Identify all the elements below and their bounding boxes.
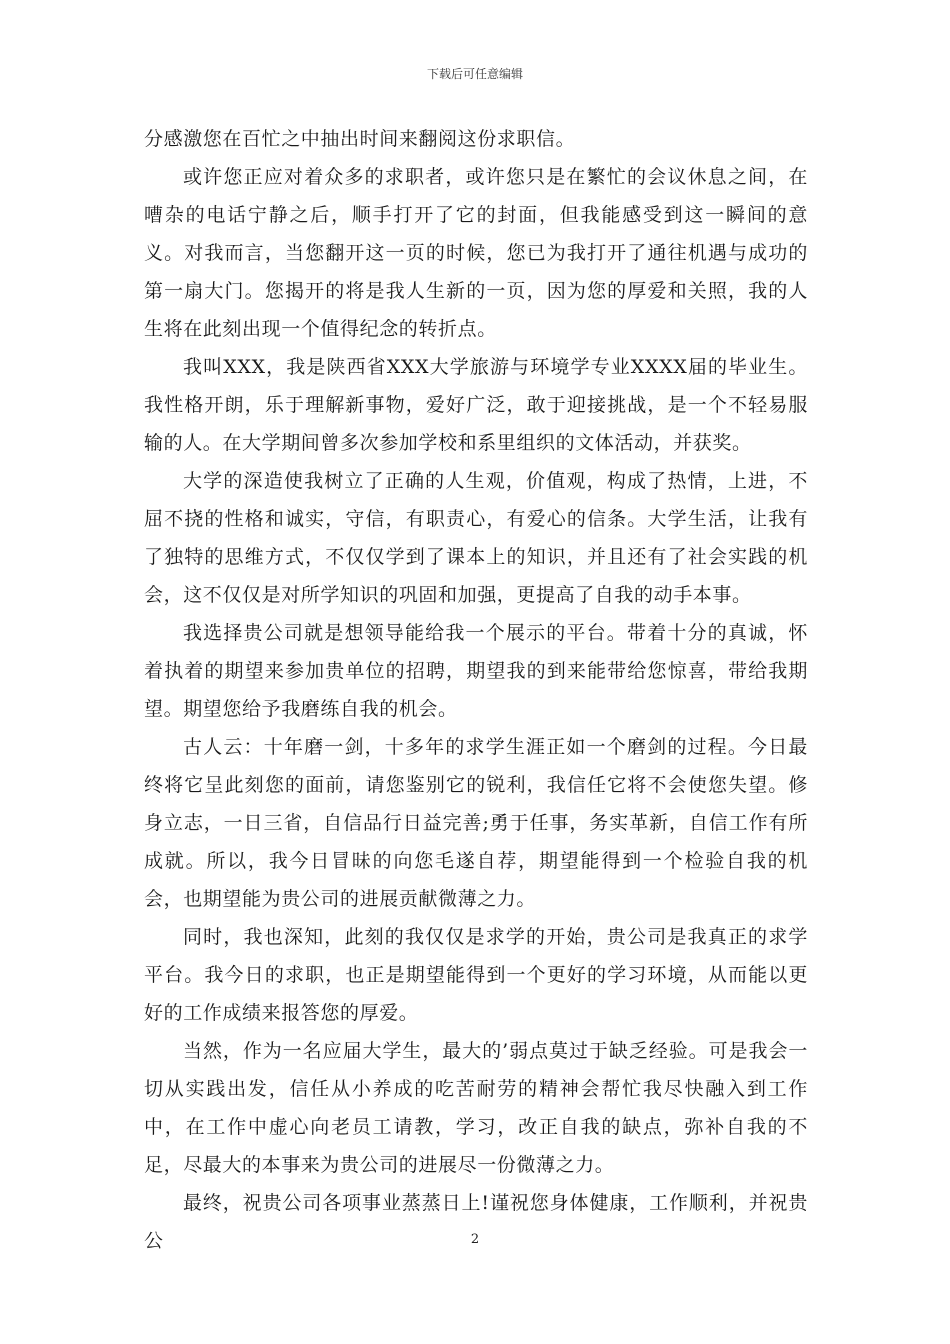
paragraph-closing: 最终，祝贵公司各项事业蒸蒸日上!谨祝您身体健康，工作顺利，并祝贵公 bbox=[144, 1192, 808, 1252]
paragraph-weakness: 当然，作为一名应届大学生，最大的’弱点莫过于缺乏经验。可是我会一切从实践出发，信任从小养成的吃苦耐劳的精神会帮忙我尽快融入到工作中，在工作中虚心向老员工请教，学习，改正自我的缺点，弥补自我的不足，尽最大的本事来为贵公司的进展尽一份微薄之力。 bbox=[144, 1040, 808, 1176]
paragraph-education: 大学的深造使我树立了正确的人生观，价值观，构成了热情，上进，不屈不挠的性格和诚实，守信，有职责心，有爱心的信条。大学生活，让我有了独特的思维方式，不仅仅学到了课本上的知识，并且还有了社会实践的机会，这不仅仅是对所学知识的巩固和加强，更提高了自我的动手本事。 bbox=[144, 470, 808, 606]
paragraph-motivation: 我选择贵公司就是想领导能给我一个展示的平台。带着十分的真诚，怀着执着的期望来参加贵单位的招聘，期望我的到来能带给您惊喜，带给我期望。期望您给予我磨练自我的机会。 bbox=[144, 622, 808, 720]
paragraph-continuation: 分感激您在百忙之中抽出时间来翻阅这份求职信。 bbox=[144, 128, 576, 150]
page-header: 下载后可任意编辑 bbox=[426, 67, 523, 81]
letter-body bbox=[144, 120, 808, 1260]
paragraph-self-recommendation: 古人云：十年磨一剑，十多年的求学生涯正如一个磨剑的过程。今日最终将它呈此刻您的面前，请您鉴别它的锐利，我信任它将不会使您失望。修身立志，一日三省，自信品行日益完善;勇于任事，务实革新，自信工作有所成就。所以，我今日冒昧的向您毛遂自荐，期望能得到一个检验自我的机会，也期望能为贵公司的进展贡献微薄之力。 bbox=[144, 736, 808, 910]
paragraph-opening: 或许您正应对着众多的求职者，或许您只是在繁忙的会议休息之间，在嘈杂的电话宁静之后，顺手打开了它的封面，但我能感受到这一瞬间的意义。对我而言，当您翻开这一页的时候，您已为我打开了通往机遇与成功的第一扇大门。您揭开的将是我人生新的一页，因为您的厚爱和关照，我的人生将在此刻出现一个值得纪念的转折点。 bbox=[144, 166, 808, 340]
page-number: 2 bbox=[470, 1232, 480, 1247]
paragraph-introduction: 我叫XXX，我是陕西省XXX大学旅游与环境学专业XXXX届的毕业生。我性格开朗，乐于理解新事物，爱好广泛，敢于迎接挑战，是一个不轻易服输的人。在大学期间曾多次参加学校和系里组织的文体活动，并获奖。 bbox=[144, 356, 808, 454]
paragraph-learning: 同时，我也深知，此刻的我仅仅是求学的开始，贵公司是我真正的求学平台。我今日的求职，也正是期望能得到一个更好的学习环境，从而能以更好的工作成绩来报答您的厚爱。 bbox=[144, 926, 808, 1024]
